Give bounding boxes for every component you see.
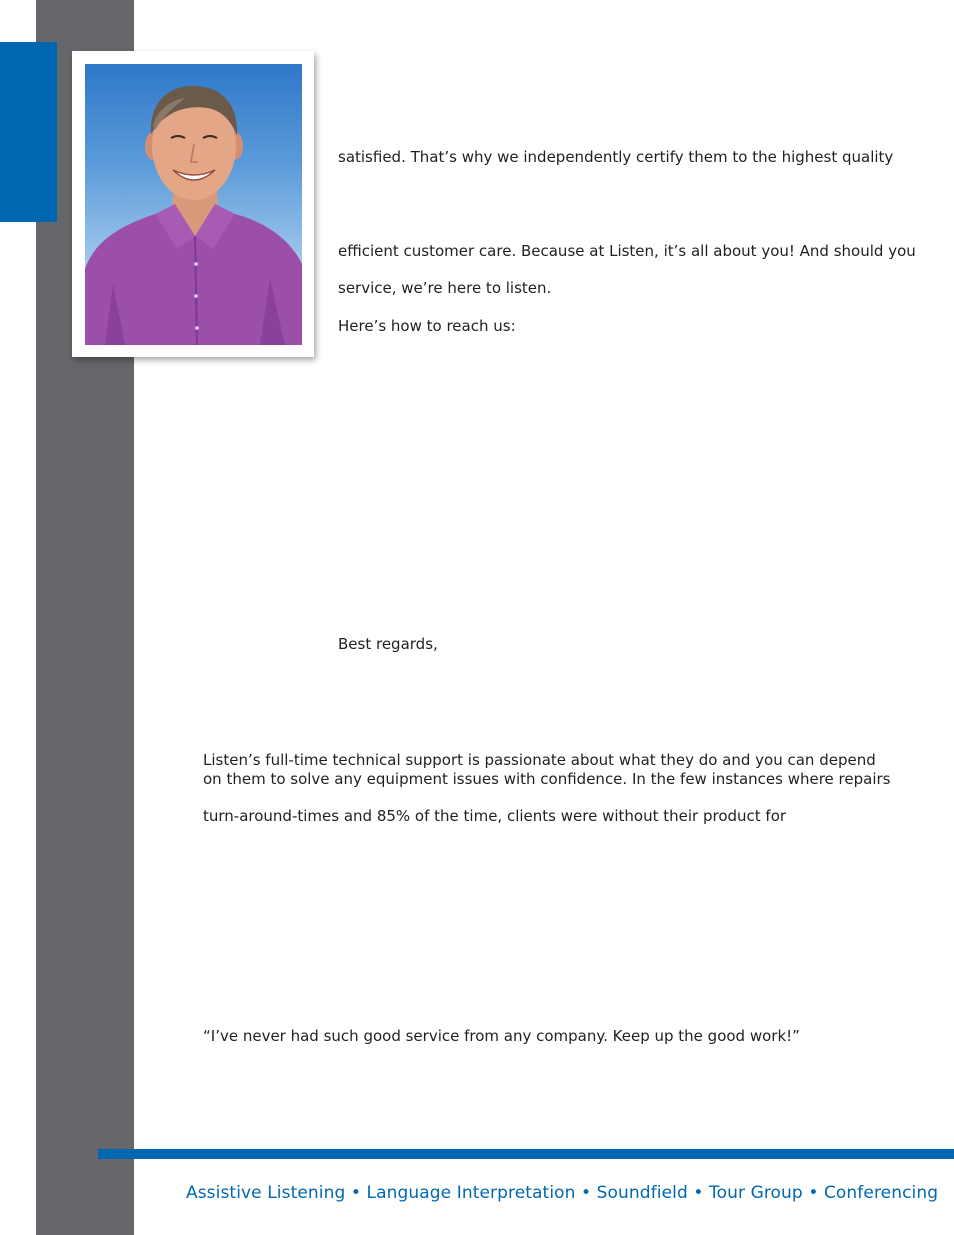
letter-closing: Best regards,: [338, 635, 438, 653]
testimonial-quote: “I’ve never had such good service from any company. Keep up the good work!”: [203, 1027, 800, 1045]
letter-line-4: Here’s how to reach us:: [338, 317, 516, 335]
support-line-1: Listen’s full-time technical support is passionate about what they do and you can depend: [203, 751, 876, 769]
footer-blue-rule: [98, 1149, 954, 1159]
letter-line-2: efficient customer care. Because at Listen, it’s all about you! And should you: [338, 242, 916, 260]
portrait-illustration: [85, 64, 302, 345]
footer-product-lines: Assistive Listening • Language Interpretation • Soundfield • Tour Group • Conferencing: [186, 1183, 939, 1203]
letter-line-1: satisfied. That’s why we independently certify them to the highest quality: [338, 148, 894, 166]
support-line-3: turn-around-times and 85% of the time, clients were without their product for: [203, 807, 787, 825]
side-blue-tab: [0, 42, 57, 222]
support-line-2: on them to solve any equipment issues with confidence. In the few instances where repairs: [203, 770, 891, 788]
portrait-photo: [85, 64, 302, 345]
letter-line-3: service, we’re here to listen.: [338, 279, 552, 297]
portrait-frame: [72, 51, 314, 357]
